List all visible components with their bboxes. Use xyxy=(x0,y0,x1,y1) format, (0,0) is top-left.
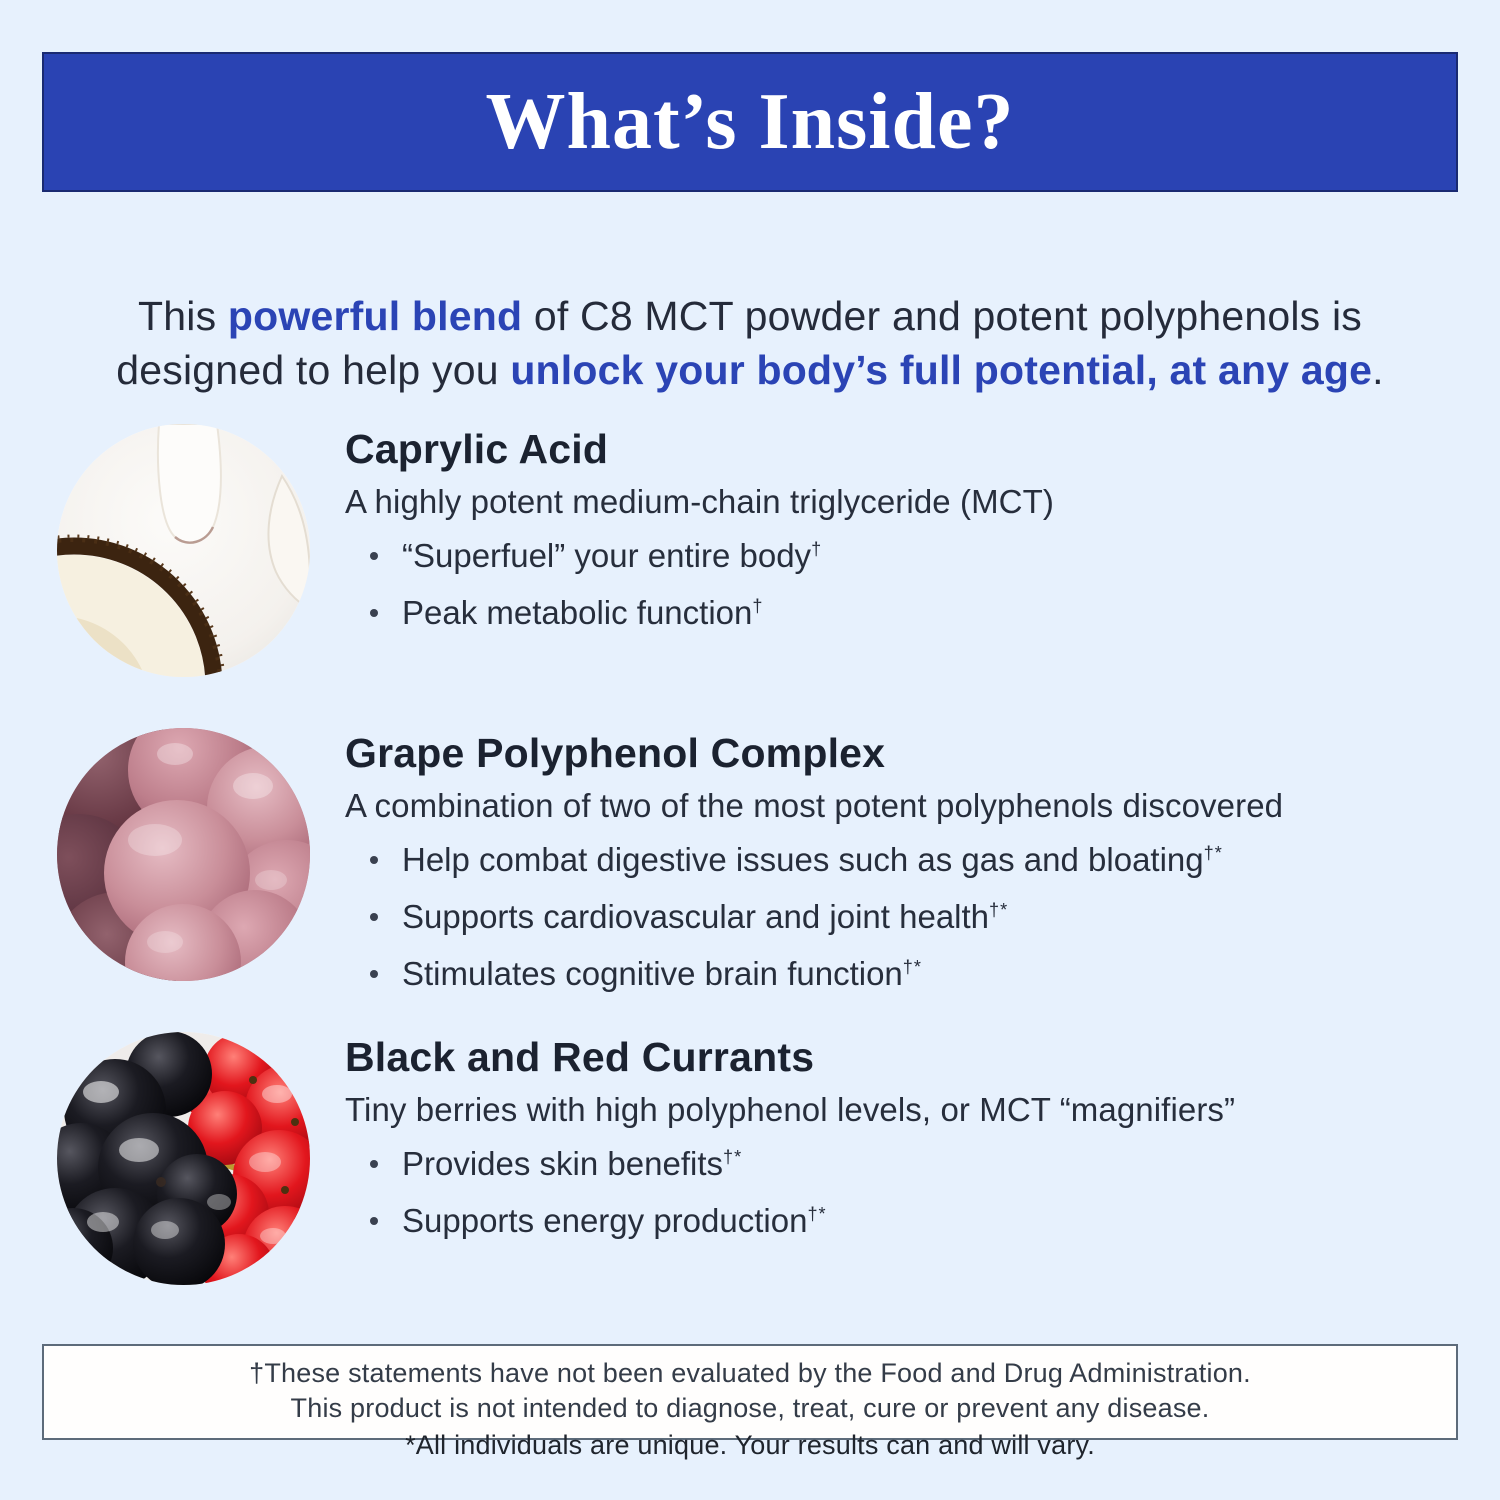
ingredient-body xyxy=(345,1032,1235,1259)
bullet-dot xyxy=(370,856,378,864)
bullet-list xyxy=(345,537,1054,632)
footnote-mark: † xyxy=(752,596,764,616)
bullet-text: Provides skin benefits xyxy=(402,1145,723,1182)
bullet-text: Help combat digestive issues such as gas and bloating xyxy=(402,841,1204,878)
footnote-mark: †* xyxy=(1203,843,1223,863)
ingredient-heading: Caprylic Acid xyxy=(345,426,609,472)
intro-text: This xyxy=(138,293,228,339)
bullet-item xyxy=(345,898,1283,936)
intro-accent-text: powerful blend xyxy=(227,293,523,339)
intro-accent-text: unlock your body’s full potential, at any age xyxy=(510,347,1373,394)
ingredient-subtitle: Tiny berries with high polyphenol levels, or MCT “magnifiers” xyxy=(345,1091,1236,1128)
bullet-text: Stimulates cognitive brain function xyxy=(402,955,903,992)
bullet-text: Supports energy production xyxy=(402,1202,808,1239)
bullet-item xyxy=(345,841,1283,879)
section-black-and-red-currants xyxy=(57,1032,1457,1285)
bullet-text: Peak metabolic function xyxy=(402,594,753,631)
intro-text: . xyxy=(1372,347,1384,394)
fda-disclaimer-box xyxy=(42,1344,1458,1440)
ingredient-heading: Grape Polyphenol Complex xyxy=(345,730,886,776)
footnote-mark: †* xyxy=(902,957,922,977)
footnote-mark: †* xyxy=(989,900,1009,920)
bullet-dot xyxy=(370,913,378,921)
bullet-list xyxy=(345,841,1283,993)
footnote-mark: †* xyxy=(807,1204,827,1224)
bullet-text: Supports cardiovascular and joint health xyxy=(402,898,990,935)
bullet-item xyxy=(345,955,1283,993)
bullet-item xyxy=(345,537,1054,575)
ingredient-subtitle: A combination of two of the most potent polyphenols discovered xyxy=(345,787,1284,824)
ingredient-sections xyxy=(57,424,1457,1336)
bullet-item xyxy=(345,594,1054,632)
bullet-dot xyxy=(370,1217,378,1225)
ingredient-heading: Black and Red Currants xyxy=(345,1034,815,1080)
footnote-mark: † xyxy=(811,539,823,559)
disclaimer-line: †These statements have not been evaluated by the Food and Drug Administration. xyxy=(249,1358,1251,1388)
intro-text: of C8 MCT powder and potent polyphenols is xyxy=(522,293,1362,339)
footnote-mark: †* xyxy=(723,1147,743,1167)
bullet-text: “Superfuel” your entire body xyxy=(402,537,812,574)
disclaimer-line: This product is not intended to diagnose, treat, cure or prevent any disease. xyxy=(290,1393,1210,1424)
section-caprylic-acid xyxy=(57,424,1457,677)
bullet-list xyxy=(345,1145,1235,1240)
bullet-dot xyxy=(370,609,378,617)
section-grape-polyphenol-complex xyxy=(57,728,1457,992)
bullet-item xyxy=(345,1145,1235,1183)
intro-text: designed to help you xyxy=(116,347,511,394)
currants-image xyxy=(57,1032,310,1285)
bullet-dot xyxy=(370,970,378,978)
ingredient-body xyxy=(345,424,1054,651)
coconut-image xyxy=(57,424,310,677)
ingredient-body xyxy=(345,728,1283,1012)
page-title: What’s Inside? xyxy=(485,77,1015,166)
ingredient-subtitle: A highly potent medium-chain triglyceride (MCT) xyxy=(345,483,1054,520)
grapes-image xyxy=(57,728,310,981)
bullet-item xyxy=(345,1202,1235,1240)
bullet-dot xyxy=(370,552,378,560)
results-vary-footnote: *All individuals are unique. Your results can and will vary. xyxy=(405,1430,1095,1460)
header-banner xyxy=(42,52,1458,192)
intro-paragraph xyxy=(50,289,1450,397)
bullet-dot xyxy=(370,1160,378,1168)
